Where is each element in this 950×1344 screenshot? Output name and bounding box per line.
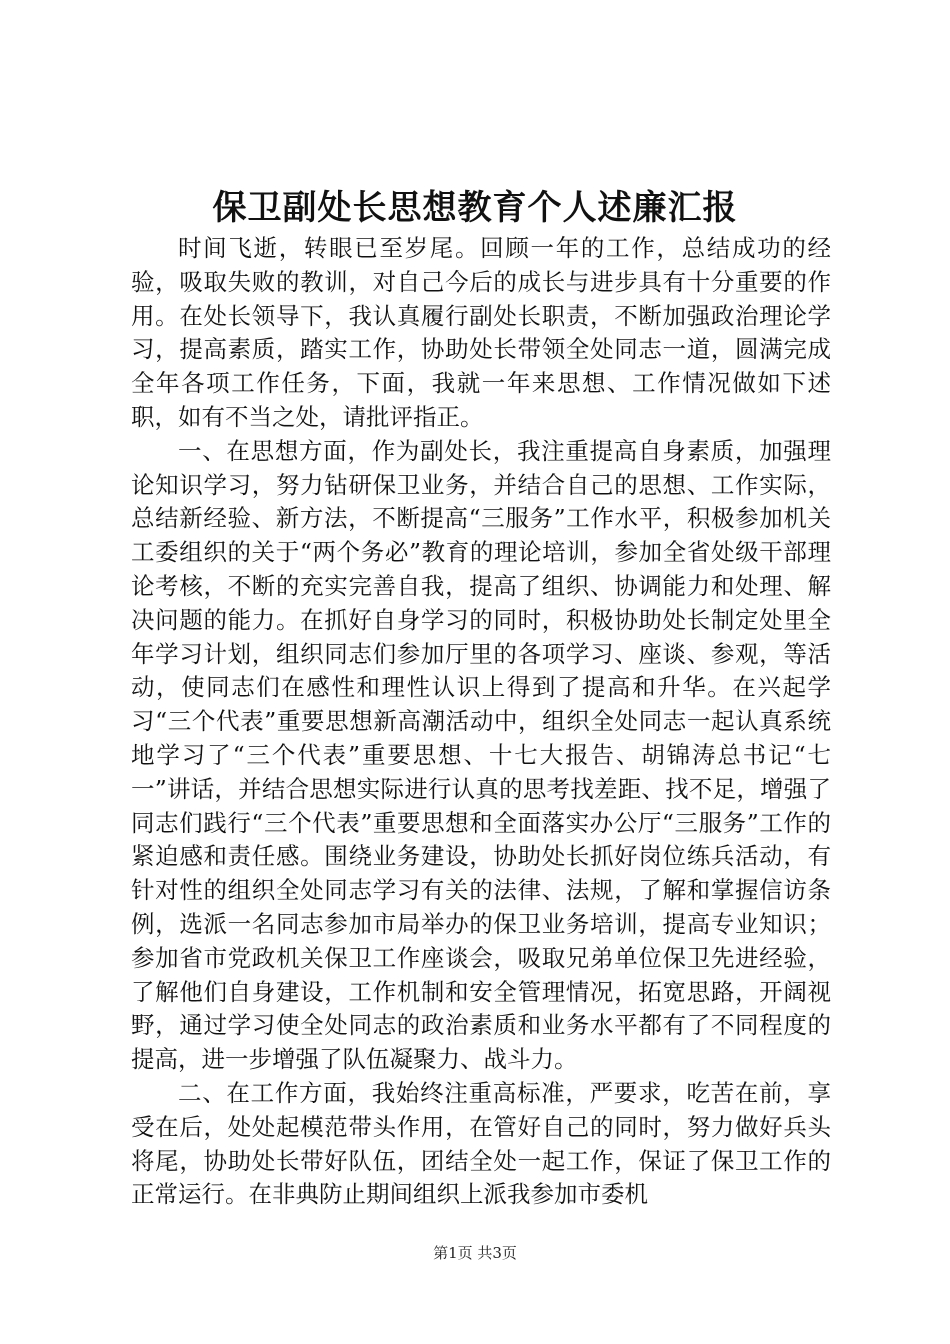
document-body bbox=[131, 232, 831, 1212]
paragraph-work: 二、在工作方面，我始终注重高标准，严要求，吃苦在前，享受在后，处处起模范带头作用，在管好自己的同时，努力做好兵头将尾，协助处长带好队伍，团结全处一起工作，保证了保卫工作的正常运行。在非典防止期间组织上派我参加市委机 bbox=[131, 1078, 831, 1209]
paragraph-intro: 时间飞逝，转眼已至岁尾。回顾一年的工作，总结成功的经验，吸取失败的教训，对自己今后的成长与进步具有十分重要的作用。在处长领导下，我认真履行副处长职责，不断加强政治理论学习，提高素质，踏实工作，协助处长带领全处同志一道，圆满完成全年各项工作任务，下面，我就一年来思想、工作情况做如下述职，如有不当之处，请批评指正。 bbox=[131, 234, 831, 431]
document-title: 保卫副处长思想教育个人述廉汇报 bbox=[212, 188, 738, 228]
page-footer: 第1页 共3页 bbox=[433, 1244, 517, 1262]
paragraph-thought: 一、在思想方面，作为副处长，我注重提高自身素质，加强理论知识学习，努力钻研保卫业务，并结合自己的思想、工作实际，总结新经验、新方法，不断提高“三服务”工作水平，积极参加机关工委组织的关于“两个务必”教育的理论培训，参加全省处级干部理论考核，不断的充实完善自我，提高了组织、协调能力和处理、解决问题的能力。在抓好自身学习的同时，积极协助处长制定处里全年学习计划，组织同志们参加厅里的各项学习、座谈、参观，等活动，使同志们在感性和理性认识上得到了提高和升华。在兴起学习“三个代表”重要思想新高潮活动中，组织全处同志一起认真系统地学习了“三个代表”重要思想、十七大报告、胡锦涛总书记“七一”讲话，并结合思想实际进行认真的思考找差距、找不足，增强了同志们践行“三个代表”重要思想和全面落实办公厅“三服务”工作的紧迫感和责任感。围绕业务建设，协助处长抓好岗位练兵活动，有针对性的组织全处同志学习有关的法律、法规，了解和掌握信访条例，选派一名同志参加市局举办的保卫业务培训，提高专业知识；参加省市党政机关保卫工作座谈会，吸取兄弟单位保卫先进经验，了解他们自身建设，工作机制和安全管理情况，拓宽思路，开阔视野，通过学习使全处同志的政治素质和业务水平都有了不同程度的提高，进一步增强了队伍凝聚力、战斗力。 bbox=[131, 436, 831, 1074]
